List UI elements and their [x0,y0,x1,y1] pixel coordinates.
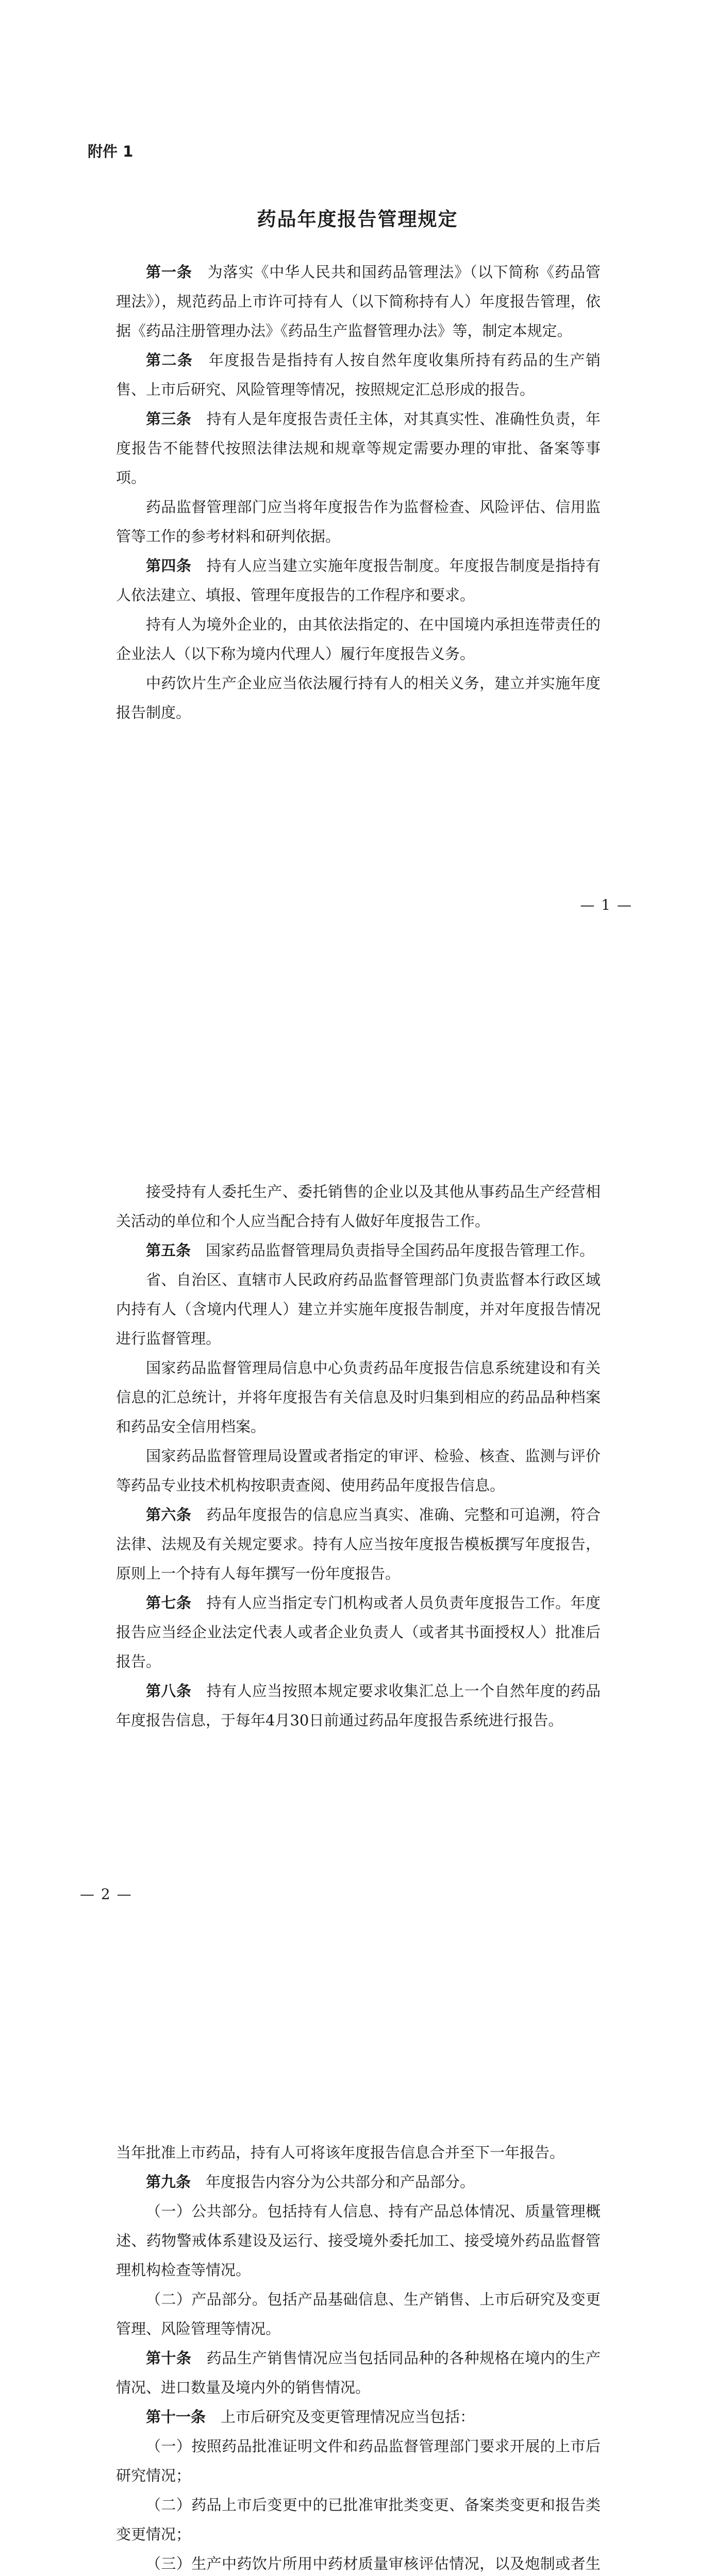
page-number: — 1 — [580,896,633,913]
article-text: 当年批准上市药品，持有人可将该年度报告信息合并至下一年报告。 [116,2144,565,2161]
article-paragraph [116,493,601,551]
article-paragraph [116,346,601,404]
article-text: 国家药品监督管理局信息中心负责药品年度报告信息系统建设和有关信息的汇总统计，并将年度报告有关信息及时归集到相应的药品品种档案和药品安全信用档案。 [116,1359,601,1435]
article-paragraph [116,551,601,610]
article-text: 年度报告内容分为公共部分和产品部分。 [206,2173,475,2191]
article-paragraph [116,2432,601,2490]
article-paragraph [116,1265,601,1353]
article-text: 持有人为境外企业的，由其依法指定的、在中国境内承担连带责任的企业法人（以下称为境内代理人）履行年度报告义务。 [116,616,601,663]
article-label: 第十一条 [146,2408,206,2426]
article-paragraph [116,2490,601,2549]
article-text: 国家药品监督管理局负责指导全国药品年度报告管理工作。 [206,1242,595,1259]
article-paragraph [116,2197,601,2285]
article-paragraph [116,1353,601,1442]
attachment-label: 附件 1 [88,143,134,160]
article-text: 药品监督管理部门应当将年度报告作为监督检查、风险评估、信用监管等工作的参考材料和研判依据。 [116,498,601,545]
article-text: 国家药品监督管理局设置或者指定的审评、检验、核查、监测与评价等药品专业技术机构按职责查阅、使用药品年度报告信息。 [116,1447,601,1494]
document-title: 药品年度报告管理规定 [257,208,458,230]
article-text: （一）按照药品批准证明文件和药品监督管理部门要求开展的上市后研究情况； [116,2437,601,2484]
article-paragraph [116,2344,601,2402]
article-label: 第五条 [146,1242,191,1259]
page-content [116,258,601,727]
article-label: 第六条 [146,1506,192,1523]
article-label: 第四条 [146,557,192,574]
article-text: 年度报告是指持有人按自然年度收集所持有药品的生产销售、上市后研究、风险管理等情况，按照规定汇总形成的报告。 [116,351,601,398]
article-text: 上市后研究及变更管理情况应当包括： [221,2408,475,2426]
article-paragraph [116,2167,601,2197]
article-paragraph [116,2285,601,2344]
article-text: 持有人应当按照本规定要求收集汇总上一个自然年度的药品年度报告信息，于每年4月30日前通过药品年度报告系统进行报告。 [116,1682,601,1729]
page-2 [0,989,715,1978]
article-paragraph [116,258,601,346]
article-text: 药品生产销售情况应当包括同品种的各种规格在境内的生产情况、进口数量及境内外的销售情况。 [116,2349,601,2396]
article-label: 第十条 [146,2349,192,2367]
page-number: — 2 — [80,1886,132,1903]
article-text: 中药饮片生产企业应当依法履行持有人的相关义务，建立并实施年度报告制度。 [116,674,601,721]
article-paragraph [116,1236,601,1265]
article-paragraph [116,1676,601,1735]
article-label: 第一条 [146,263,192,281]
article-text: （一）公共部分。包括持有人信息、持有产品总体情况、质量管理概述、药物警戒体系建设及运行、接受境外委托加工、接受境外药品监督管理机构检查等情况。 [116,2202,601,2279]
article-paragraph [116,1588,601,1676]
page-1 [0,0,715,989]
article-label: 第九条 [146,2173,191,2191]
article-paragraph [116,610,601,669]
article-label: 第三条 [146,410,192,428]
article-text: 接受持有人委托生产、委托销售的企业以及其他从事药品生产经营相关活动的单位和个人应当配合持有人做好年度报告工作。 [116,1183,601,1230]
article-paragraph [116,2138,601,2167]
article-paragraph [116,1177,601,1236]
page-content [116,2138,601,2576]
article-paragraph [116,404,601,493]
page-3 [0,1978,715,2576]
article-paragraph [116,669,601,727]
article-label: 第八条 [146,1682,192,1700]
article-text: 持有人应当指定专门机构或者人员负责年度报告工作。年度报告应当经企业法定代表人或者企业负责人（或者其书面授权人）批准后报告。 [116,1594,601,1670]
article-label: 第七条 [146,1594,192,1612]
article-paragraph [116,1442,601,1500]
article-paragraph [116,2402,601,2432]
article-text: 药品年度报告的信息应当真实、准确、完整和可追溯，符合法律、法规及有关规定要求。持有人应当按年度报告模板撰写年度报告，原则上一个持有人每年撰写一份年度报告。 [116,1506,601,1582]
article-text: （二）药品上市后变更中的已批准审批类变更、备案类变更和报告类变更情况； [116,2496,601,2543]
article-paragraph [116,1500,601,1588]
article-label: 第二条 [146,351,193,369]
article-text: 持有人是年度报告责任主体，对其真实性、准确性负责，年度报告不能替代按照法律法规和规章等规定需要办理的审批、备案等事项。 [116,410,601,486]
article-text: （三）生产中药饮片所用中药材质量审核评估情况，以及炮制或者生 [146,2555,601,2572]
article-paragraph [116,2549,601,2576]
article-text: 省、自治区、直辖市人民政府药品监督管理部门负责监督本行政区域内持有人（含境内代理人）建立并实施年度报告制度，并对年度报告情况进行监督管理。 [116,1271,601,1347]
article-text: （二）产品部分。包括产品基础信息、生产销售、上市后研究及变更管理、风险管理等情况。 [116,2291,601,2337]
article-text: 持有人应当建立实施年度报告制度。年度报告制度是指持有人依法建立、填报、管理年度报告的工作程序和要求。 [116,557,601,604]
article-text: 为落实《中华人民共和国药品管理法》（以下简称《药品管理法》），规范药品上市许可持有人（以下简称持有人）年度报告管理，依据《药品注册管理办法》《药品生产监督管理办法》等，制定本规定。 [116,263,601,340]
page-content [116,1177,601,1735]
